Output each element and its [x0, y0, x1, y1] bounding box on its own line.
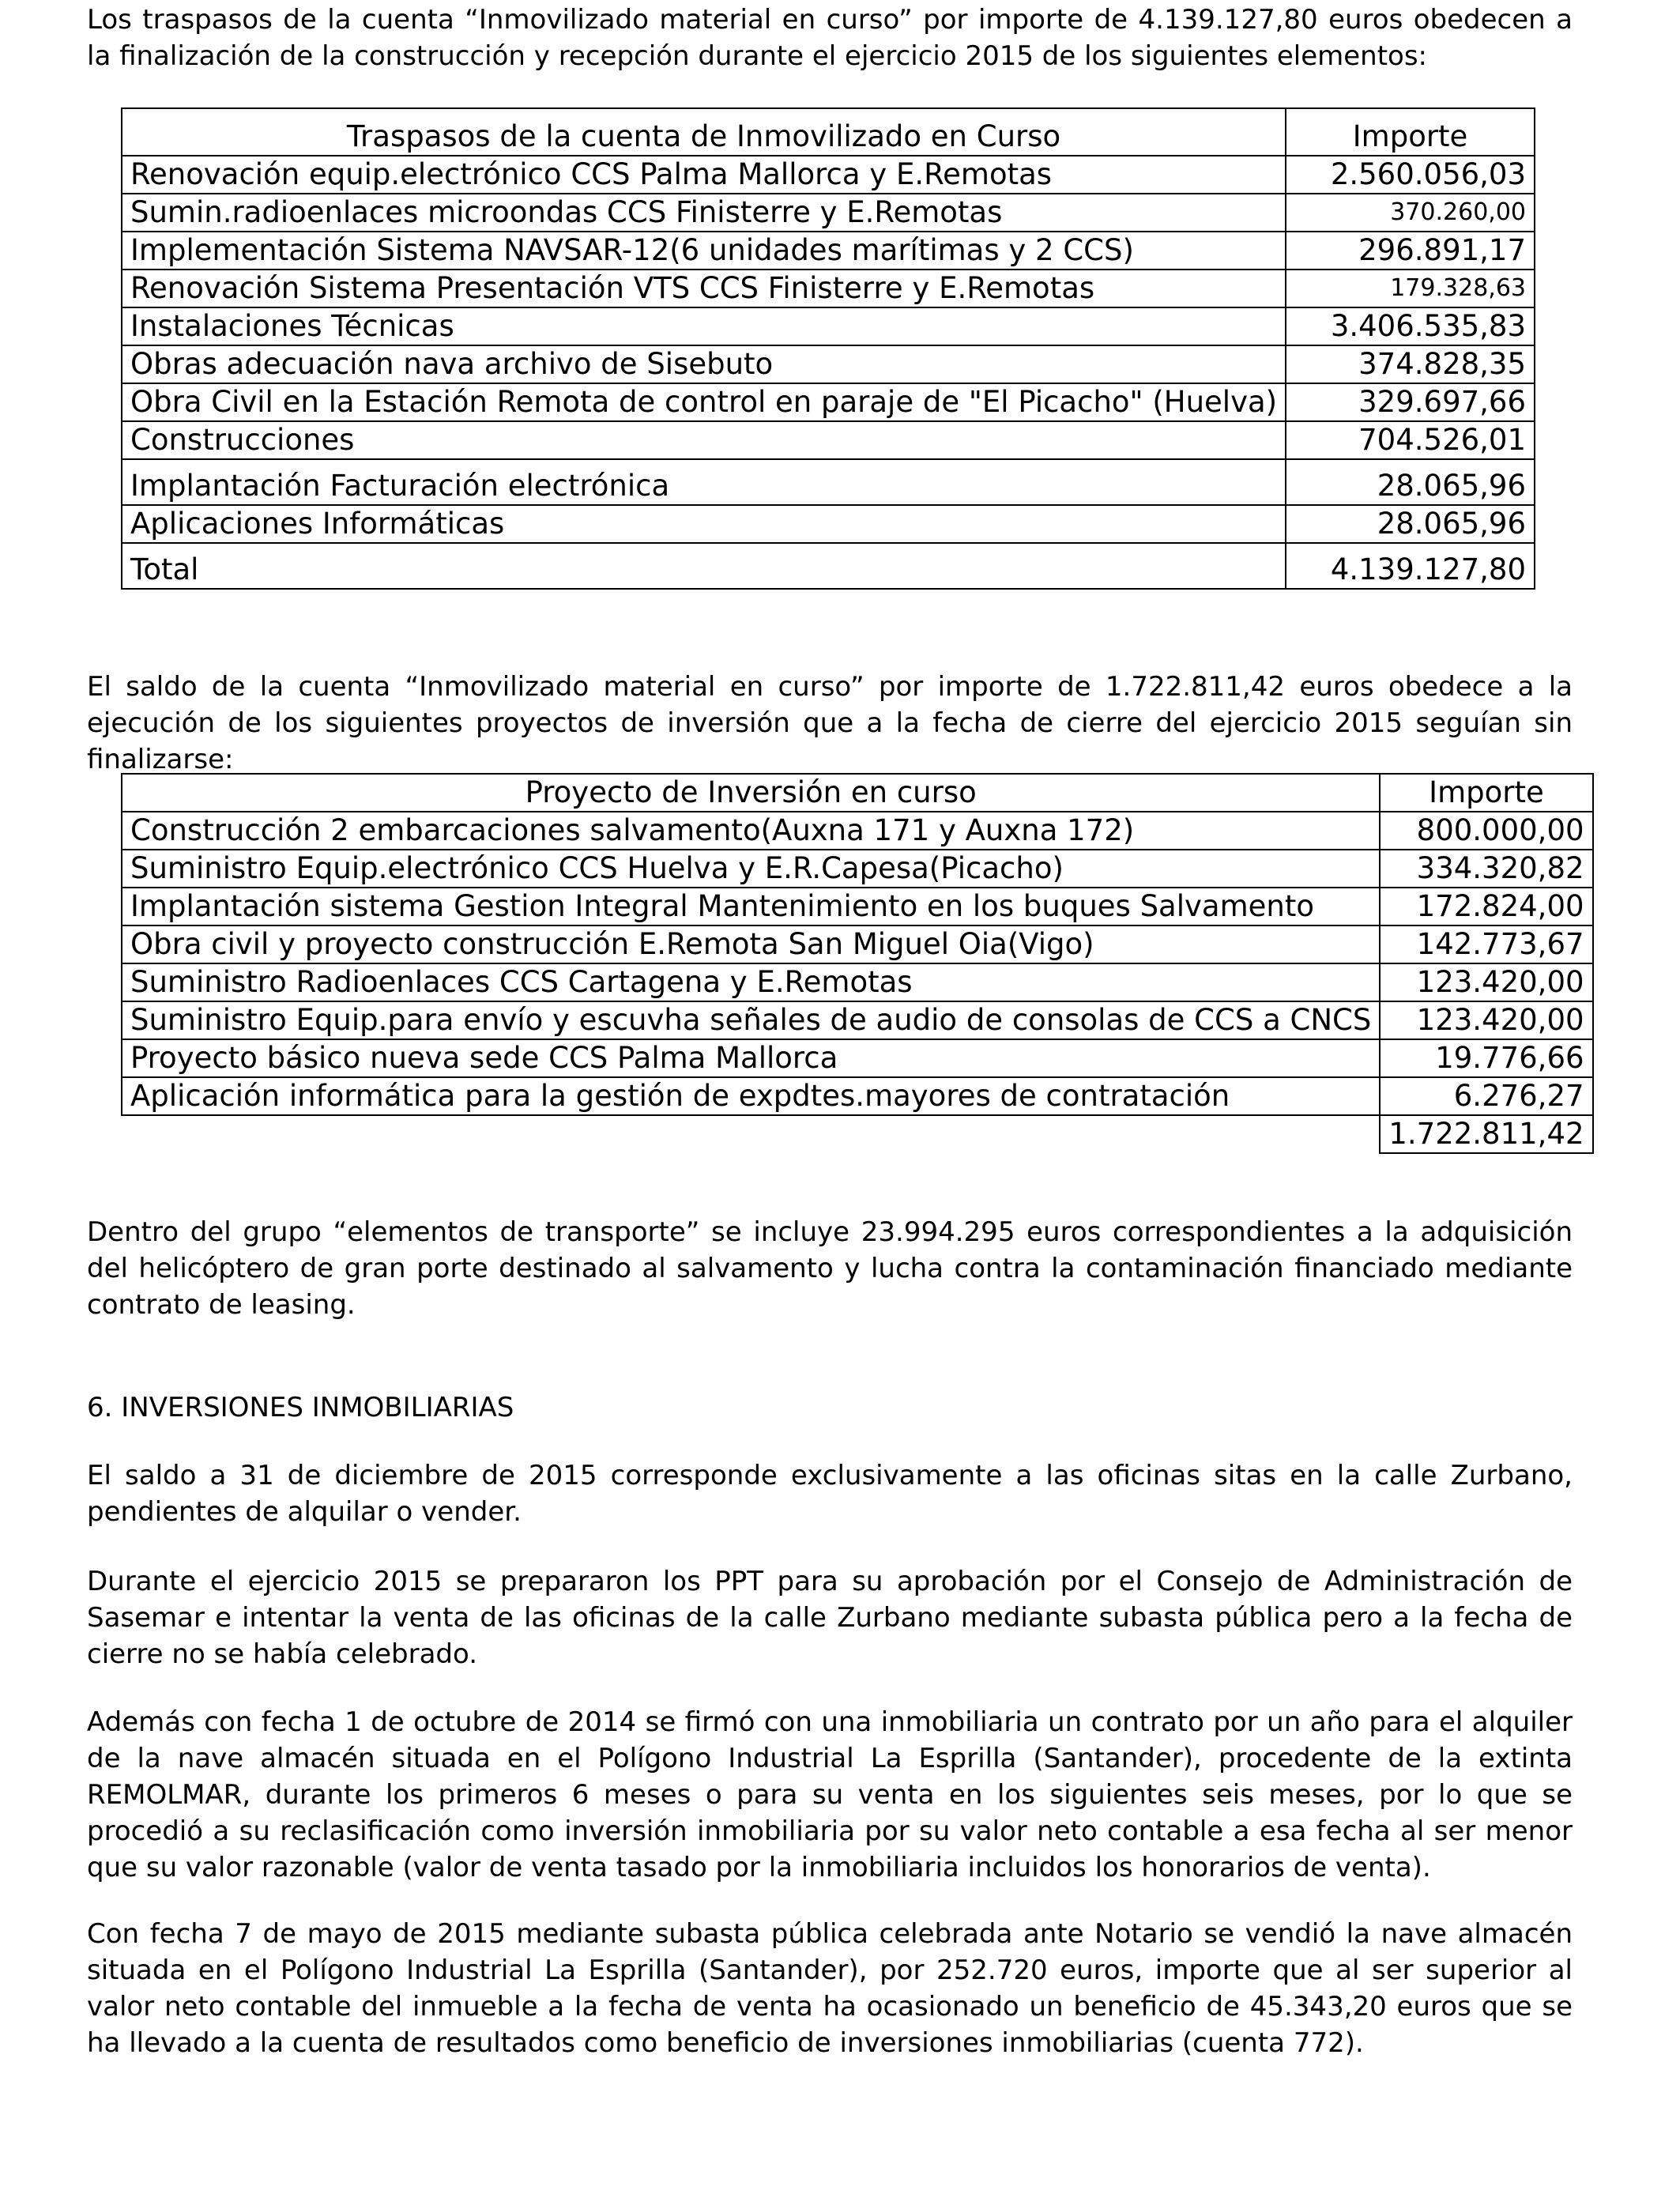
row-concept: Implantación sistema Gestion Integral Mantenimiento en los buques Salvamento [122, 888, 1380, 925]
row-amount: 800.000,00 [1380, 812, 1592, 850]
row-amount: 123.420,00 [1380, 963, 1592, 1001]
table-row [122, 459, 1535, 505]
row-concept: Suministro Radioenlaces CCS Cartagena y E.Remotas [122, 963, 1380, 1001]
row-amount: 28.065,96 [1286, 459, 1535, 505]
total-amount: 4.139.127,80 [1286, 543, 1535, 589]
row-concept: Obras adecuación nava archivo de Sisebuto [122, 345, 1286, 383]
column-header-amount: Importe [1286, 108, 1535, 156]
row-concept: Sumin.radioenlaces microondas CCS Finisterre y E.Remotas [122, 194, 1286, 232]
section-heading-inversiones-inmobiliarias: 6. INVERSIONES INMOBILIARIAS [87, 1392, 514, 1423]
row-amount: 142.773,67 [1380, 925, 1592, 963]
row-concept: Renovación equip.electrónico CCS Palma Mallorca y E.Remotas [122, 156, 1286, 194]
row-amount: 704.526,01 [1286, 421, 1535, 459]
table-row [122, 270, 1535, 307]
table-row [122, 888, 1593, 925]
table-row [122, 307, 1535, 345]
row-amount: 123.420,00 [1380, 1001, 1592, 1039]
table-row [122, 156, 1535, 194]
row-amount: 179.328,63 [1286, 270, 1535, 307]
row-amount: 334.320,82 [1380, 850, 1592, 888]
row-amount: 296.891,17 [1286, 232, 1535, 270]
row-concept: Aplicaciones Informáticas [122, 505, 1286, 543]
row-concept: Construcción 2 embarcaciones salvamento(Auxna 171 y Auxna 172) [122, 812, 1380, 850]
table-row [122, 1001, 1593, 1039]
row-concept: Suministro Equip.electrónico CCS Huelva y E.R.Capesa(Picacho) [122, 850, 1380, 888]
row-concept: Obra civil y proyecto construcción E.Remota San Miguel Oia(Vigo) [122, 925, 1380, 963]
row-amount: 6.276,27 [1380, 1077, 1592, 1115]
row-amount: 3.406.535,83 [1286, 307, 1535, 345]
table-header-row [122, 774, 1593, 812]
row-amount: 374.828,35 [1286, 345, 1535, 383]
table-row [122, 1039, 1593, 1077]
table-total-row [122, 1115, 1593, 1153]
paragraph-ppt-subasta: Durante el ejercicio 2015 se prepararon los PPT para su aprobación por el Consejo de Administración de Sasemar e intentar la venta de las oficinas de la calle Zurbano mediante subasta pública pero a la fecha de cierre no se había celebrado. [87, 1566, 1573, 1670]
traspasos-table [121, 107, 1535, 590]
row-concept: Obra Civil en la Estación Remota de control en paraje de "El Picacho" (Huelva) [122, 383, 1286, 421]
table-row [122, 194, 1535, 232]
row-concept: Suministro Equip.para envío y escuvha señales de audio de consolas de CCS a CNCS [122, 1001, 1380, 1039]
table-total-row [122, 543, 1535, 589]
proyectos-inversion-table [121, 773, 1594, 1154]
paragraph-saldo-inmovilizado: El saldo de la cuenta “Inmovilizado material en curso” por importe de 1.722.811,42 euros obedece a la ejecución de los siguientes proyectos de inversión que a la fecha de cierre del ejercicio 2015 seguían sin finalizarse: [87, 671, 1573, 775]
paragraph-traspasos: Los traspasos de la cuenta “Inmovilizado material en curso” por importe de 4.139.127,80 euros obedecen a la finalización de la construcción y recepción durante el ejercicio 2015 de los siguientes elementos: [87, 4, 1573, 72]
row-amount: 28.065,96 [1286, 505, 1535, 543]
row-concept: Instalaciones Técnicas [122, 307, 1286, 345]
total-amount: 1.722.811,42 [1380, 1115, 1592, 1153]
table-row [122, 1077, 1593, 1115]
total-label: Total [122, 543, 1286, 589]
row-concept: Implantación Facturación electrónica [122, 459, 1286, 505]
column-header-concept: Traspasos de la cuenta de Inmovilizado en Curso [122, 108, 1286, 156]
row-concept: Renovación Sistema Presentación VTS CCS Finisterre y E.Remotas [122, 270, 1286, 307]
column-header-amount: Importe [1380, 774, 1592, 812]
table-row [122, 812, 1593, 850]
column-header-concept: Proyecto de Inversión en curso [122, 774, 1380, 812]
table-row [122, 850, 1593, 888]
total-label-empty [122, 1115, 1380, 1153]
paragraph-alquiler-nave: Además con fecha 1 de octubre de 2014 se firmó con una inmobiliaria un contrato por un año para el alquiler de la nave almacén situada en el Polígono Industrial La Esprilla (Santander), procedente de la extinta REMOLMAR, durante los primeros 6 meses o para su venta en los siguientes seis meses, por lo que se procedió a su reclasificación como inversión inmobiliaria por su valor neto contable a esa fecha al ser menor que su valor razonable (valor de venta tasado por la inmobiliaria incluidos los honorarios de venta). [87, 1706, 1573, 1883]
table-row [122, 963, 1593, 1001]
row-concept: Implementación Sistema NAVSAR-12(6 unidades marítimas y 2 CCS) [122, 232, 1286, 270]
row-amount: 329.697,66 [1286, 383, 1535, 421]
table-row [122, 421, 1535, 459]
table-row [122, 232, 1535, 270]
row-amount: 172.824,00 [1380, 888, 1592, 925]
paragraph-saldo-zurbano: El saldo a 31 de diciembre de 2015 corresponde exclusivamente a las oficinas sitas en la calle Zurbano, pendientes de alquilar o vender. [87, 1460, 1573, 1528]
row-concept: Proyecto básico nueva sede CCS Palma Mallorca [122, 1039, 1380, 1077]
row-concept: Aplicación informática para la gestión de expdtes.mayores de contratación [122, 1077, 1380, 1115]
row-amount: 19.776,66 [1380, 1039, 1592, 1077]
paragraph-elementos-transporte: Dentro del grupo “elementos de transporte” se incluye 23.994.295 euros correspondientes a la adquisición del helicóptero de gran porte destinado al salvamento y lucha contra la contaminación financiado mediante contrato de leasing. [87, 1216, 1573, 1321]
paragraph-venta-nave: Con fecha 7 de mayo de 2015 mediante subasta pública celebrada ante Notario se vendió la nave almacén situada en el Polígono Industrial La Esprilla (Santander), por 252.720 euros, importe que al ser superior al valor neto contable del inmueble a la fecha de venta ha ocasionado un beneficio de 45.343,20 euros que se ha llevado a la cuenta de resultados como beneficio de inversiones inmobiliarias (cuenta 772). [87, 1918, 1573, 2059]
table-header-row [122, 108, 1535, 156]
table-row [122, 383, 1535, 421]
row-amount: 370.260,00 [1286, 194, 1535, 232]
table-row [122, 925, 1593, 963]
row-concept: Construcciones [122, 421, 1286, 459]
table-row [122, 505, 1535, 543]
row-amount: 2.560.056,03 [1286, 156, 1535, 194]
table-row [122, 345, 1535, 383]
